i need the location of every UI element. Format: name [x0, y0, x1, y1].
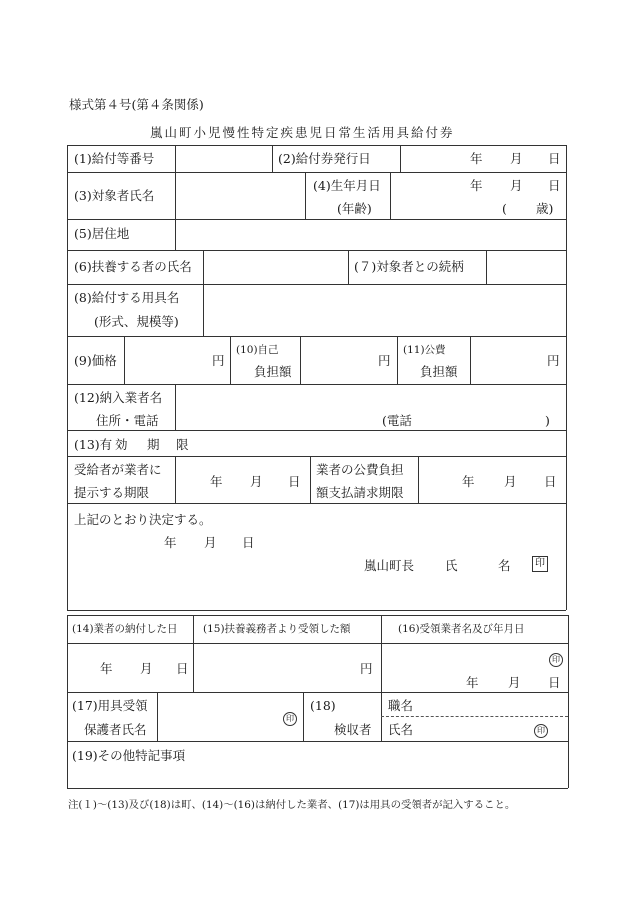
age-label: (年齢): [337, 201, 372, 216]
claim-deadline-label-a: 業者の公費負担: [316, 462, 404, 477]
other-notes-label: (19)その他特記事項: [72, 748, 186, 763]
decision-day-unit: 日: [242, 535, 255, 550]
issue-date-year-unit: 年: [470, 151, 483, 166]
self-pay-yen-unit: 円: [378, 353, 391, 368]
residence-label: (5)居住地: [74, 226, 130, 241]
inspector-seal-mark: 印: [534, 724, 548, 738]
post-label: 職名: [388, 698, 414, 713]
decision-text: 上記のとおり決定する。: [74, 512, 212, 527]
mayor-name-label-a: 氏: [445, 558, 458, 573]
claim-day-unit: 日: [544, 474, 557, 489]
guardian-name-label: (6)扶養する者の氏名: [74, 259, 192, 274]
mayor-label: 嵐山町長: [364, 558, 415, 573]
birth-date-label: (4)生年月日: [313, 178, 381, 193]
self-pay-label-b: 負担額: [254, 364, 292, 379]
validity-label-c: 期: [147, 437, 160, 452]
age-paren-open: (: [502, 201, 507, 216]
present-deadline-label-b: 提示する期限: [74, 485, 150, 500]
present-year-unit: 年: [210, 474, 223, 489]
claim-month-unit: 月: [504, 474, 517, 489]
inspector-label-b: 検収者: [334, 722, 372, 737]
payment-number-label: (1)給付等番号: [74, 151, 155, 166]
guardian-seal-mark: 印: [283, 712, 297, 726]
decision-month-unit: 月: [204, 535, 217, 550]
present-deadline-label-a: 受給者が業者に: [74, 462, 162, 477]
price-label: (9)価格: [74, 353, 117, 368]
form-number: 様式第４号(第４条関係): [69, 97, 204, 112]
vendor-month-unit: 月: [508, 675, 521, 690]
public-pay-yen-unit: 円: [547, 353, 560, 368]
vendor-day-unit: 日: [548, 675, 561, 690]
vendor-phone-open: (電話: [382, 413, 412, 428]
decision-year-unit: 年: [164, 535, 177, 550]
vendor-delivery-date-label: (14)業者の納付した日: [72, 623, 178, 635]
issue-date-label: (2)給付券発行日: [278, 151, 371, 166]
public-pay-label-a: (11)公費: [403, 344, 446, 356]
delivery-month-unit: 月: [140, 661, 153, 676]
vendor-seal-mark: 印: [549, 653, 563, 667]
validity-label-d: 限: [176, 437, 189, 452]
form-title: 嵐山町小児慢性特定疾患児日常生活用具給付券: [150, 125, 455, 140]
validity-label-a: (13)有: [74, 437, 113, 452]
public-pay-label-b: 負担額: [420, 364, 458, 379]
vendor-address-label: 住所・電話: [96, 413, 159, 428]
official-seal-box: 印: [532, 556, 548, 572]
birth-day-unit: 日: [548, 178, 561, 193]
delivery-day-unit: 日: [176, 661, 189, 676]
footnote: 注(１)～(13)及び(18)は町、(14)～(16)は納付した業者、(17)は用具の受領者が記入すること。: [68, 799, 516, 811]
self-pay-label-a: (10)自己: [236, 344, 279, 356]
equipment-receipt-label-b: 保護者氏名: [84, 722, 147, 737]
issue-date-month-unit: 月: [510, 151, 523, 166]
inspector-name-label: 氏名: [388, 722, 414, 737]
equipment-spec-label: (形式、規模等): [94, 314, 179, 329]
claim-year-unit: 年: [462, 474, 475, 489]
mayor-name-label-b: 名: [498, 558, 511, 573]
claim-deadline-label-b: 額支払請求期限: [316, 485, 404, 500]
relationship-label: (７)対象者との続柄: [354, 259, 464, 274]
equipment-name-label: (8)給付する用具名: [74, 290, 180, 305]
validity-label-b: 効: [115, 437, 128, 452]
received-amount-label: (15)扶養義務者より受領した額: [203, 623, 351, 635]
age-unit: 歳): [536, 201, 554, 216]
present-day-unit: 日: [288, 474, 301, 489]
equipment-receipt-label-a: (17)用具受領: [72, 698, 148, 713]
present-month-unit: 月: [250, 474, 263, 489]
vendor-year-unit: 年: [466, 675, 479, 690]
vendor-name-label: (12)納入業者名: [74, 390, 163, 405]
received-amount-yen-unit: 円: [360, 661, 373, 676]
birth-year-unit: 年: [470, 178, 483, 193]
inspector-label-a: (18): [310, 698, 336, 713]
birth-month-unit: 月: [510, 178, 523, 193]
delivery-year-unit: 年: [100, 661, 113, 676]
receiving-vendor-label: (16)受領業者名及び年月日: [398, 623, 525, 635]
vendor-phone-close: ): [545, 413, 550, 428]
subject-name-label: (3)対象者氏名: [74, 188, 155, 203]
price-yen-unit: 円: [212, 353, 225, 368]
issue-date-day-unit: 日: [548, 151, 561, 166]
